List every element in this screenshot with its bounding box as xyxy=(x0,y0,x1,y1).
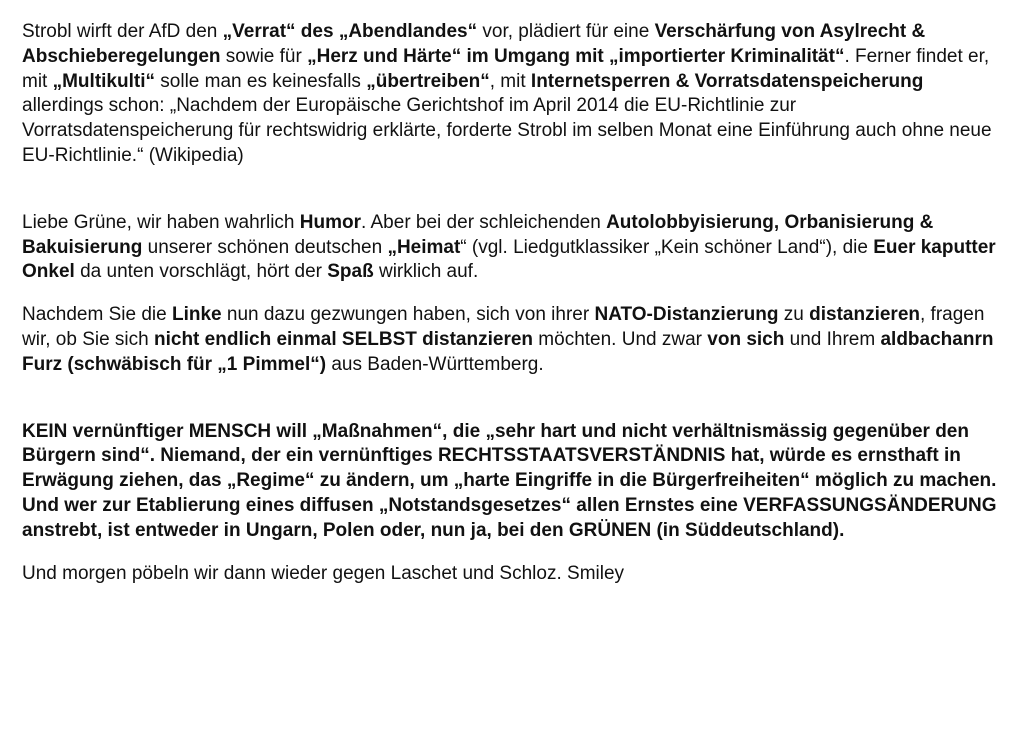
text-segment: wirklich auf. xyxy=(373,261,479,283)
paragraph-linke xyxy=(22,303,1002,377)
bold-text-segment: NATO-Distanzierung xyxy=(594,304,779,326)
paragraph-strobl xyxy=(22,20,1002,169)
text-segment: . Ferner findet er, mit xyxy=(22,45,990,92)
bold-text-segment: „Verrat“ des „Abendlandes“ xyxy=(222,21,478,42)
bold-text-segment: „Herz und Härte“ im Umgang mit „importierter Kriminalität“ xyxy=(307,45,845,67)
text-segment: Liebe Grüne, wir haben wahrlich xyxy=(22,211,300,233)
text-segment: aus Baden-Württemberg. xyxy=(326,353,544,375)
text-segment: da unten vorschlägt, hört der xyxy=(74,261,328,283)
text-segment: Und morgen pöbeln wir dann wieder gegen Laschet und Schloz. Smiley xyxy=(22,562,625,584)
text-segment: unserer schönen deutschen xyxy=(142,236,388,258)
bold-text-segment: von sich xyxy=(707,328,785,350)
bold-text-segment: Euer kaputter Onkel xyxy=(22,236,996,283)
bold-text-segment: „übertreiben“ xyxy=(366,70,490,92)
text-segment: “ (vgl. Liedgutklassiker „Kein schöner Land“), die xyxy=(460,236,874,258)
text-segment: , fragen wir, ob Sie sich xyxy=(22,304,985,350)
text-segment: vor, plädiert für eine xyxy=(477,21,655,42)
text-segment: . Aber bei der schleichenden xyxy=(361,211,607,233)
paragraph-liebe-gruene xyxy=(22,211,1002,285)
document-body xyxy=(22,20,1002,586)
text-segment: möchten. Und zwar xyxy=(533,328,708,350)
text-segment: Strobl wirft der AfD den xyxy=(22,21,223,42)
bold-text-segment: Humor xyxy=(299,211,361,233)
bold-text-segment: nicht endlich einmal SELBST distanzieren xyxy=(154,328,534,350)
paragraph-smiley xyxy=(22,562,1002,587)
text-segment: nun dazu gezwungen haben, sich von ihrer xyxy=(221,304,595,326)
bold-text-segment: Spaß xyxy=(327,261,374,283)
bold-text-segment: KEIN vernünftiger MENSCH will „Maßnahmen“, die „sehr hart und nicht verhältnismässig gegenüber den Bürgern sind“. Niemand, der ein vernünftiges RECHTSSTAATSVERSTÄNDNIS hat, würde es ernsthaft in Erwägung ziehen, das „Regime“ zu ändern, um „harte Eingriffe in die Bürgerfreiheiten“ möglich zu machen. Und wer zur Etablierung eines diffusen „Notstandsgesetzes“ allen Ernstes eine VERFASSUNGSÄNDERUNG anstrebt, ist entweder in Ungarn, Polen oder, nun ja, bei den GRÜNEN (in Süddeutschland). xyxy=(22,420,997,541)
bold-text-segment: „Multikulti“ xyxy=(52,70,155,92)
text-segment: Nachdem Sie die xyxy=(22,304,172,326)
text-segment: allerdings schon: „Nachdem der Europäische Gerichtshof im April 2014 die EU-Richtlinie zur Vorratsdatenspeicherung für rechtswidrig erklärte, forderte Strobl im selben Monat eine Einführung auch ohne neue EU-Richtlinie.“ (Wikipedia) xyxy=(22,95,992,166)
bold-text-segment: aldbachanrn Furz (schwäbisch für „1 Pimmel“) xyxy=(22,328,994,375)
text-segment: , mit xyxy=(489,70,531,92)
text-segment: sowie für xyxy=(220,45,308,67)
bold-text-segment: Verschärfung von Asylrecht & Abschieberegelungen xyxy=(22,21,926,67)
bold-text-segment: „Heimat xyxy=(387,236,461,258)
paragraph-massnahmen xyxy=(22,420,1002,544)
bold-text-segment: Autolobbyisierung, Orbanisierung & Bakuisierung xyxy=(22,211,934,258)
text-segment: zu xyxy=(778,304,810,326)
bold-text-segment: Internetsperren & Vorratsdatenspeicherung xyxy=(530,70,924,92)
text-segment: und Ihrem xyxy=(784,328,881,350)
bold-text-segment: distanzieren xyxy=(809,304,920,326)
text-segment: solle man es keinesfalls xyxy=(155,70,367,92)
bold-text-segment: Linke xyxy=(171,304,222,326)
